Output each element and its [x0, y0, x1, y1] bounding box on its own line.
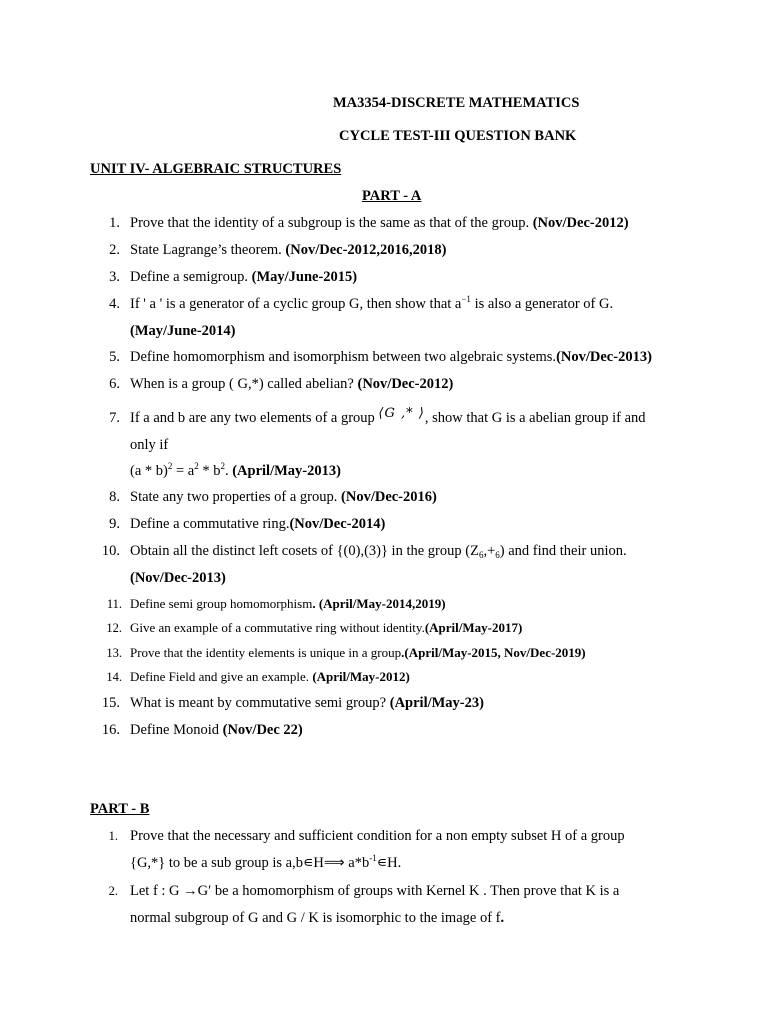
exam-reference: (May/June-2014)	[130, 323, 236, 339]
question-number: 2.	[109, 242, 120, 258]
question-number: 2.	[108, 884, 118, 898]
part-b-title: PART - B	[90, 801, 150, 817]
exam-reference: (May/June-2015)	[251, 269, 358, 285]
question-text: Define homomorphism and isomorphism between two algebraic systems.(Nov/Dec-2013)	[130, 349, 652, 365]
question-text: What is meant by commutative semi group? (April/May-23)	[130, 695, 484, 711]
question-text: Obtain all the distinct left cosets of {(0),(3)} in the group $(Z_6,+_6)$ and find their union.	[130, 543, 627, 560]
exam-reference: (April/May-2012)	[312, 669, 410, 684]
exam-reference: (Nov/Dec-2014)	[289, 516, 386, 532]
question-number: 7.	[109, 410, 120, 426]
unit-title: UNIT IV- ALGEBRAIC STRUCTURES	[90, 161, 342, 177]
question-number: 14.	[106, 670, 122, 684]
question-text-continued: only if	[130, 437, 169, 453]
question-number: 12.	[106, 621, 122, 635]
exam-reference: (Nov/Dec-2012)	[532, 215, 629, 231]
question-text: Let f : G →G′ be a homomorphism of groups with Kernel K . Then prove that K is a	[130, 883, 620, 899]
question-text: Prove that the identity of a subgroup is the same as that of the group. (Nov/Dec-2012)	[130, 215, 629, 231]
question-number: 6.	[109, 376, 120, 392]
question-text: Define a commutative ring.(Nov/Dec-2014)	[130, 516, 386, 532]
exam-reference: (Nov/Dec-2013)	[130, 570, 226, 586]
question-text: Prove that the necessary and sufficient condition for a non empty subset H of a group	[130, 828, 625, 844]
exam-reference: (Nov/Dec-2012,2016,2018)	[285, 242, 447, 258]
question-number: 4.	[109, 296, 120, 312]
test-title: CYCLE TEST-III QUESTION BANK	[339, 128, 577, 144]
question-number: 15.	[101, 695, 120, 711]
question-text: When is a group ( G,*) called abelian? (Nov/Dec-2012)	[130, 376, 454, 392]
question-number: 16.	[101, 722, 120, 738]
question-text-continued: {G,*} to be a sub group is a,b∊H⟹ $a*b^{-1}∊H$.	[130, 853, 402, 871]
question-text: If ' a ' is a generator of a cyclic group G, then show that $a^{-1}$ is also a generator of G.	[130, 294, 614, 312]
question-text: State any two properties of a group. (Nov/Dec-2016)	[130, 489, 437, 505]
exam-reference: (Nov/Dec-2013)	[556, 349, 652, 365]
question-text: State Lagrange’s theorem. (Nov/Dec-2012,2016,2018)	[130, 242, 447, 258]
question-text: Prove that the identity elements is unique in a group.(April/May-2015, Nov/Dec-2019)	[130, 645, 586, 660]
question-text: Define Monoid (Nov/Dec 22)	[130, 722, 303, 738]
question-number: 13.	[106, 646, 122, 660]
exam-reference: (April/May-2017)	[424, 620, 523, 635]
question-number: 11.	[106, 597, 122, 611]
question-number: 9.	[109, 516, 120, 532]
exam-reference: (April/May-2013)	[232, 463, 341, 479]
exam-reference: (Nov/Dec-2016)	[341, 489, 437, 505]
group-notation: ⟨G ,* ⟩	[378, 406, 425, 421]
question-text: Define Field and give an example. (April/May-2012)	[130, 669, 410, 684]
exam-reference: (Nov/Dec-2012)	[357, 376, 454, 392]
question-number: 8.	[109, 489, 120, 505]
exam-reference: .(April/May-2015, Nov/Dec-2019)	[401, 645, 586, 660]
question-text: Define a semigroup. (May/June-2015)	[130, 269, 358, 285]
part-a-title: PART - A	[362, 188, 422, 204]
question-number: 1.	[108, 829, 118, 843]
question-number: 10.	[101, 543, 120, 559]
exam-reference: (April/May-23)	[389, 695, 484, 711]
question-text: If a and b are any two elements of a group ⟨G ,* ⟩, show that G is a abelian group if and	[130, 406, 646, 426]
question-number: 5.	[109, 349, 120, 365]
question-text: Define semi group homomorphism. (April/May-2014,2019)	[130, 596, 446, 611]
exam-reference: . (April/May-2014,2019)	[312, 596, 446, 611]
exam-reference: (Nov/Dec 22)	[222, 722, 303, 738]
course-title: MA3354-DISCRETE MATHEMATICS	[333, 95, 580, 111]
question-number: 1.	[109, 215, 120, 231]
question-number: 3.	[109, 269, 120, 285]
question-text-continued: normal subgroup of G and G / K is isomorphic to the image of f.	[130, 910, 505, 926]
equation: $(a * b)^2 = a^2 * b^2$. (April/May-2013)	[130, 461, 341, 479]
question-text: Give an example of a commutative ring without identity.(April/May-2017)	[130, 620, 523, 635]
